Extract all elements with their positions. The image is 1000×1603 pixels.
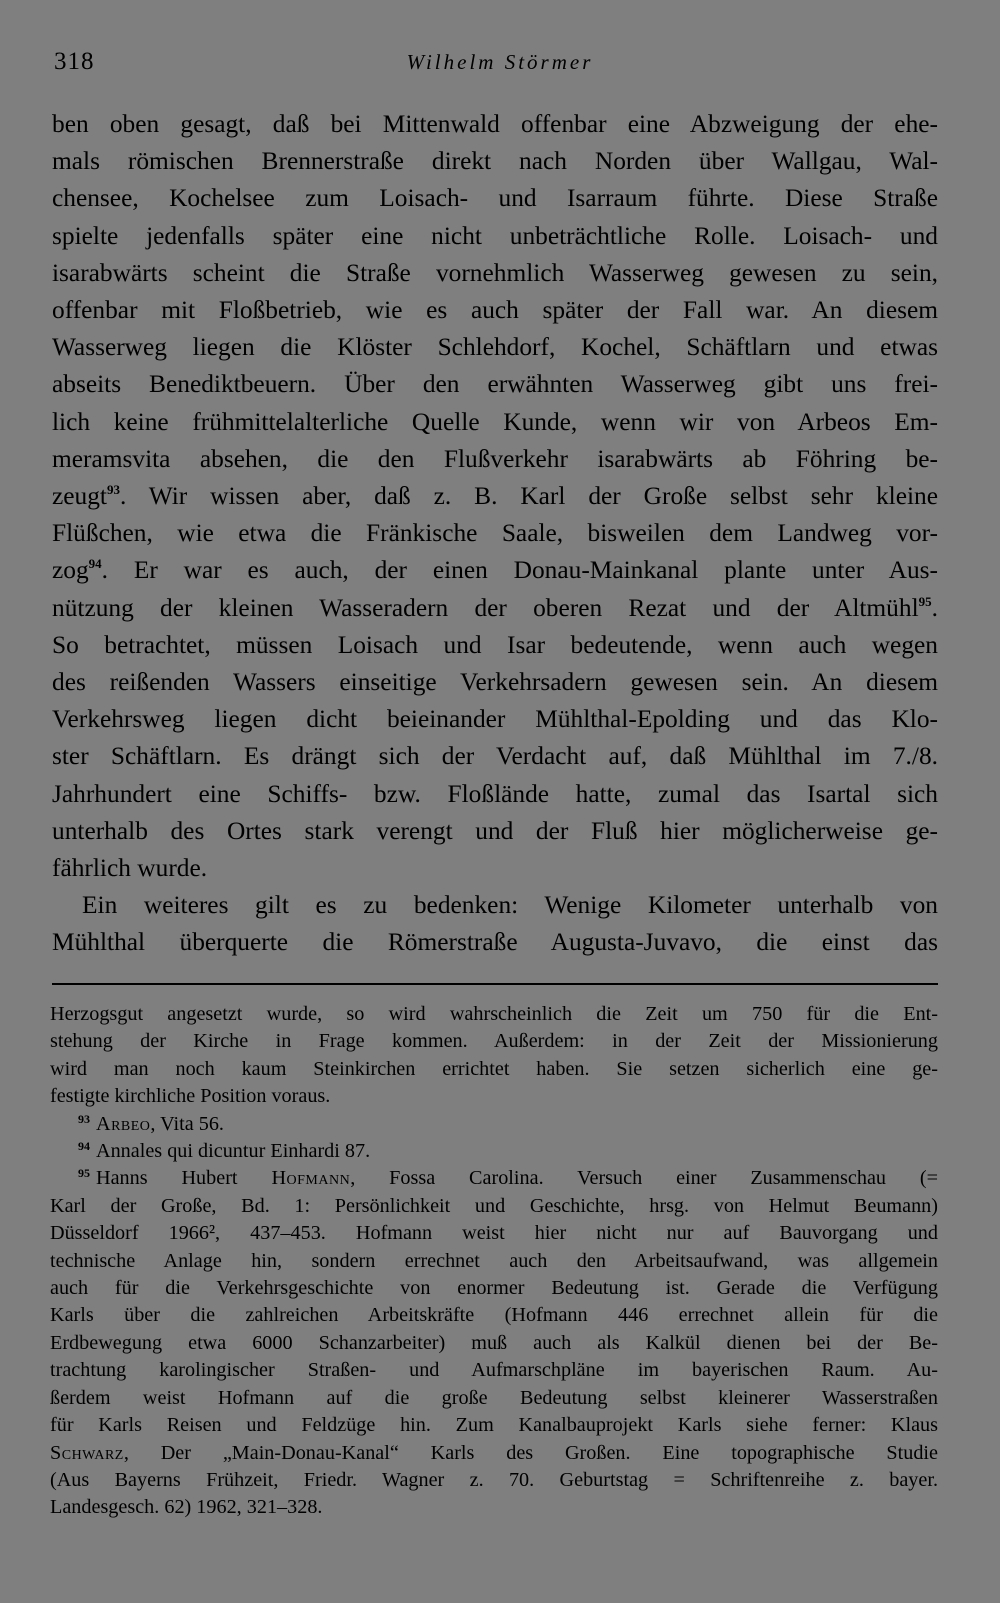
page-number: 318 — [54, 48, 95, 75]
text-line: mals römischen Brennerstraße direkt nach Norden über Wallgau, Wal- — [52, 147, 938, 176]
footnote-text: , Der „Main-Donau-Kanal“ Karls des Großen. Eine topographische Studie — [123, 1441, 938, 1464]
text-line: Flüßchen, wie etwa die Fränkische Saale, bisweilen dem Landweg vor- — [52, 519, 938, 548]
text-line: des reißenden Wassers einseitige Verkehrsadern gewesen sein. An diesem — [52, 668, 938, 697]
footnote-line: (Aus Bayerns Frühzeit, Friedr. Wagner z. 70. Geburtstag = Schriftenreihe z. bayer. — [50, 1468, 938, 1491]
footnotes — [50, 1001, 938, 1522]
text-line: unterhalb des Ortes stark verengt und der Fluß hier möglicherweise ge- — [52, 816, 938, 845]
footnote-94 — [50, 1138, 938, 1165]
text-line: Jahrhundert eine Schiffs- bzw. Floßlände hatte, zumal das Isartal sich — [52, 779, 938, 808]
footnote-line: Karl der Große, Bd. 1: Persönlichkeit und Geschichte, hrsg. von Helmut Beumann) — [50, 1194, 938, 1217]
text-line: Mühlthal überquerte die Römerstraße Augusta-Juvavo, die einst das — [52, 928, 938, 957]
footnote-marker: 93 — [78, 1111, 90, 1126]
text-line: chensee, Kochelsee zum Loisach- und Isarraum führte. Diese Straße — [52, 184, 938, 213]
text-fragment: zog — [52, 556, 89, 585]
footnote-line — [50, 1165, 938, 1192]
paragraph-1 — [52, 106, 938, 887]
footnote-line: trachtung karolingischer Straßen- und Aufmarschpläne im bayerischen Raum. Au- — [50, 1359, 938, 1382]
footnote-line: Düsseldorf 1966², 437–453. Hofmann weist hier nicht nur auf Bauvorgang und — [50, 1222, 938, 1245]
footnote-line: Herzogsgut angesetzt wurde, so wird wahrscheinlich die Zeit um 750 für die Ent- — [50, 1003, 938, 1025]
text-fragment: . Er war es auch, der einen Donau-Mainkanal plante unter Aus- — [101, 556, 938, 585]
footnote-ref-93[interactable]: 93 — [106, 482, 120, 498]
footnote-text: , Fossa Carolina. Versuch einer Zusammenschau (= — [350, 1167, 939, 1190]
text-line — [52, 478, 938, 515]
text-line: spielte jedenfalls später eine nicht unbeträchtliche Rolle. Loisach- und — [52, 221, 938, 250]
text-line — [52, 590, 938, 627]
text-line: So betrachtet, müssen Loisach und Isar bedeutende, wenn auch wegen — [52, 630, 938, 659]
footnote-line: wird man noch kaum Steinkirchen errichtet haben. Sie setzen sicherlich eine ge- — [50, 1057, 938, 1080]
text-fragment: . — [931, 593, 938, 622]
footnote-text: Annales qui dicuntur Einhardi 87. — [96, 1140, 371, 1163]
footnote-continuation — [50, 1001, 938, 1111]
footnote-line: technische Anlage hin, sondern errechnet auch den Arbeitsaufwand, was allgemein — [50, 1249, 938, 1272]
footnote-line: für Karls Reisen und Feldzüge hin. Zum Kanalbauprojekt Karls siehe ferner: Klaus — [50, 1414, 938, 1437]
footnote-line: auch für die Verkehrsgeschichte von enormer Bedeutung ist. Gerade die Verfügung — [50, 1277, 938, 1300]
footnote-author: Arbeo — [96, 1112, 151, 1135]
footnote-author: Hofmann — [271, 1167, 351, 1190]
footnote-line: Landesgesch. 62) 1962, 321–328. — [50, 1496, 323, 1519]
text-line: lich keine frühmittelalterliche Quelle Kunde, wenn wir von Arbeos Em- — [52, 407, 938, 436]
footnote-text: , Vita 56. — [150, 1112, 224, 1135]
footnote-line: ßerdem weist Hofmann auf die große Bedeutung selbst kleinerer Wasserstraßen — [50, 1386, 938, 1409]
footnote-ref-95[interactable]: 95 — [918, 593, 932, 609]
footnote-divider — [52, 983, 938, 985]
footnote-marker: 94 — [78, 1139, 90, 1154]
footnote-line: Karls über die zahlreichen Arbeitskräfte (Hofmann 446 errechnet allein für die — [50, 1304, 938, 1327]
text-line: Ein weiteres gilt es zu bedenken: Wenige Kilometer unterhalb von — [82, 891, 938, 920]
footnote-author: Schwarz — [50, 1441, 124, 1464]
text-line: fährlich wurde. — [52, 854, 208, 883]
text-line: ster Schäftlarn. Es drängt sich der Verdacht auf, daß Mühlthal im 7./8. — [52, 742, 938, 771]
text-line: Wasserweg liegen die Klöster Schlehdorf, Kochel, Schäftlarn und etwas — [52, 333, 938, 362]
footnote-line — [50, 1138, 938, 1165]
footnote-line — [50, 1111, 938, 1138]
text-line: abseits Benediktbeuern. Über den erwähnten Wasserweg gibt uns frei- — [52, 370, 938, 399]
text-line: meramsvita absehen, die den Flußverkehr isarabwärts ab Föhring be- — [52, 444, 938, 473]
footnote-line: stehung der Kirche in Frage kommen. Außerdem: in der Zeit der Missionierung — [50, 1030, 938, 1053]
footnote-marker: 95 — [78, 1166, 90, 1181]
text-fragment: . Wir wissen aber, daß z. B. Karl der Große selbst sehr kleine — [119, 482, 938, 511]
footnote-line — [50, 1440, 938, 1467]
footnote-text: Hanns Hubert — [96, 1167, 272, 1190]
text-line: offenbar mit Floßbetrieb, wie es auch später der Fall war. An diesem — [52, 296, 938, 325]
footnote-95 — [50, 1165, 938, 1521]
footnote-line: Erdbewegung etwa 6000 Schanzarbeiter) muß auch als Kalkül dienen bei der Be- — [50, 1331, 938, 1354]
paragraph-2 — [52, 887, 938, 961]
running-head: Wilhelm Störmer — [406, 50, 594, 74]
text-line: ben oben gesagt, daß bei Mittenwald offenbar eine Abzweigung der ehe- — [52, 110, 938, 138]
text-fragment: nützung der kleinen Wasseradern der oberen Rezat und der Altmühl — [52, 593, 919, 622]
text-fragment: zeugt — [52, 482, 107, 511]
text-line — [52, 552, 938, 589]
main-text — [52, 106, 938, 962]
footnote-93 — [50, 1111, 938, 1138]
footnote-ref-94[interactable]: 94 — [88, 556, 102, 572]
text-line: isarabwärts scheint die Straße vornehmlich Wasserweg gewesen zu sein, — [52, 258, 938, 287]
footnote-line: festigte kirchliche Position voraus. — [50, 1085, 331, 1108]
text-line: Verkehrsweg liegen dicht beieinander Mühlthal-Epolding und das Klo- — [52, 705, 938, 734]
